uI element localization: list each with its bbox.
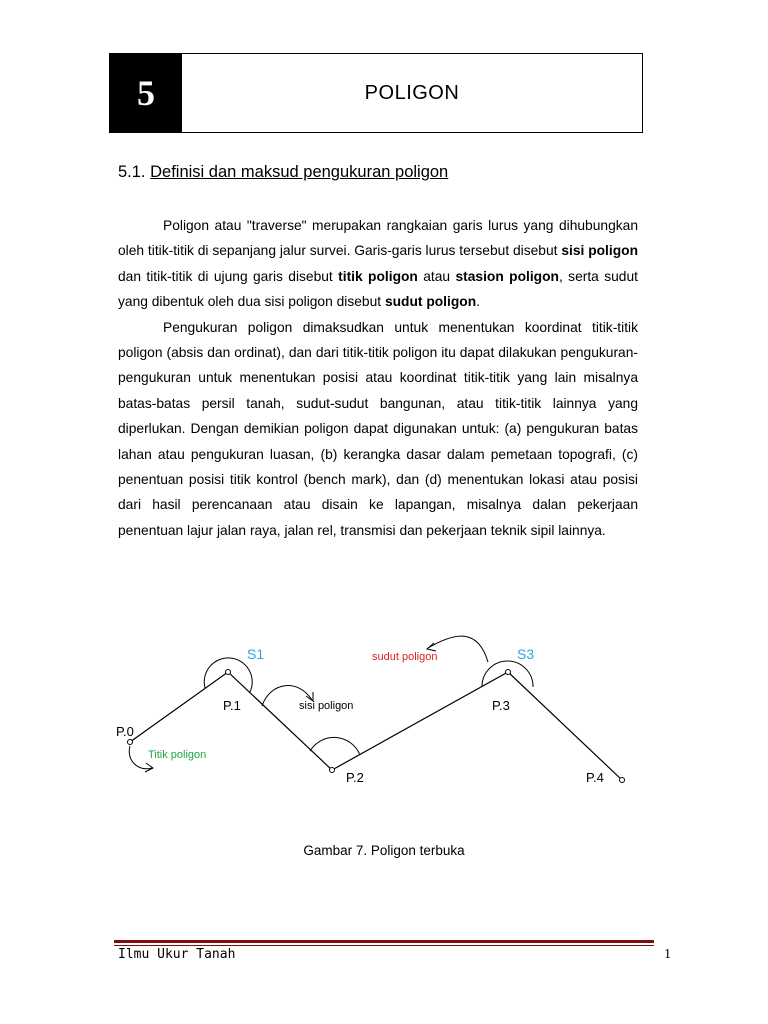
section-heading: [118, 163, 448, 182]
footer-rule-thin: [114, 945, 654, 946]
point-marker-p3: [506, 670, 511, 675]
paragraph: [118, 315, 638, 544]
footer-book-title: Ilmu Ukur Tanah: [118, 947, 236, 962]
text-run: Poligon atau "traverse" merupakan rangkaian garis lurus yang dihubungkan oleh titik-titik di sepanjang jalur survei. Garis-garis lurus tersebut disebut: [118, 218, 638, 259]
chapter-header: [109, 53, 643, 133]
footer-page-number: 1: [664, 947, 671, 962]
text-run: dan titik-titik di ujung garis disebut: [118, 268, 339, 284]
text-run: , serta sudut yang dibentuk oleh dua sisi poligon disebut: [118, 268, 638, 310]
bold-term: stasion poligon: [455, 268, 559, 284]
point-marker-p4: [620, 778, 625, 783]
section-title: Definisi dan maksud pengukuran poligon: [150, 163, 449, 181]
station-label-s3: S3: [517, 646, 535, 662]
point-label-p1: P.1: [223, 698, 241, 713]
section-number: 5.1.: [118, 163, 146, 181]
chapter-title: POLIGON: [364, 81, 460, 104]
footer-rule: [114, 940, 654, 943]
text-run: Pengukuran poligon dimaksudkan untuk menentukan koordinat titik-titik poligon (absis dan ordinat), dan dari titik-titik poligon itu dapat dilakukan pengukuran-pengukuran untuk menentukan posisi atau koordinat titik-titik yang lain misalnya batas-batas persil tanah, sudut-sudut bangunan, atau titik-titik lainnya yang diperlukan. Dengan demikian poligon dapat digunakan untuk: (a) pengukuran batas lahan atau pengukuran luasan, (b) kerangka dasar dalam pemetaan topografi, (c) penentuan posisi titik kontrol (bench mark), dan (d) menentukan lokasi atau posisi dari hasil perencanaan atau disain ke lapangan, misalnya dalan pekerjaan penentuan lajur jalan raya, jalan rel, transmisi dan pekerjaan teknik sipil lainnya.: [118, 319, 638, 538]
annotation-titik-poligon: Titik poligon: [148, 749, 207, 761]
point-marker-p2: [330, 768, 335, 773]
point-marker-p1: [226, 670, 231, 675]
point-label-p4: P.4: [586, 770, 604, 785]
text-run: .: [476, 294, 480, 310]
point-label-p2: P.2: [346, 770, 364, 785]
traverse-lines: [130, 672, 622, 780]
annotation-sisi-poligon: sisi poligon: [299, 700, 354, 712]
station-label-s1: S1: [247, 646, 265, 662]
bold-term: titik poligon: [338, 268, 418, 284]
angle-arc-p2: [310, 737, 360, 755]
point-label-p0: P.0: [116, 724, 134, 739]
figure-caption: Gambar 7. Poligon terbuka: [303, 843, 465, 858]
body-text: [118, 213, 638, 543]
bold-term: sudut poligon: [384, 294, 477, 310]
bold-term: sisi poligon: [561, 243, 639, 259]
chapter-number: 5: [110, 54, 182, 132]
annotation-sudut-poligon: sudut poligon: [372, 651, 438, 663]
text-run: atau: [417, 268, 456, 284]
polygon-diagram: [110, 620, 650, 820]
point-marker-p0: [128, 740, 133, 745]
point-label-p3: P.3: [492, 698, 510, 713]
paragraph: [118, 213, 638, 315]
